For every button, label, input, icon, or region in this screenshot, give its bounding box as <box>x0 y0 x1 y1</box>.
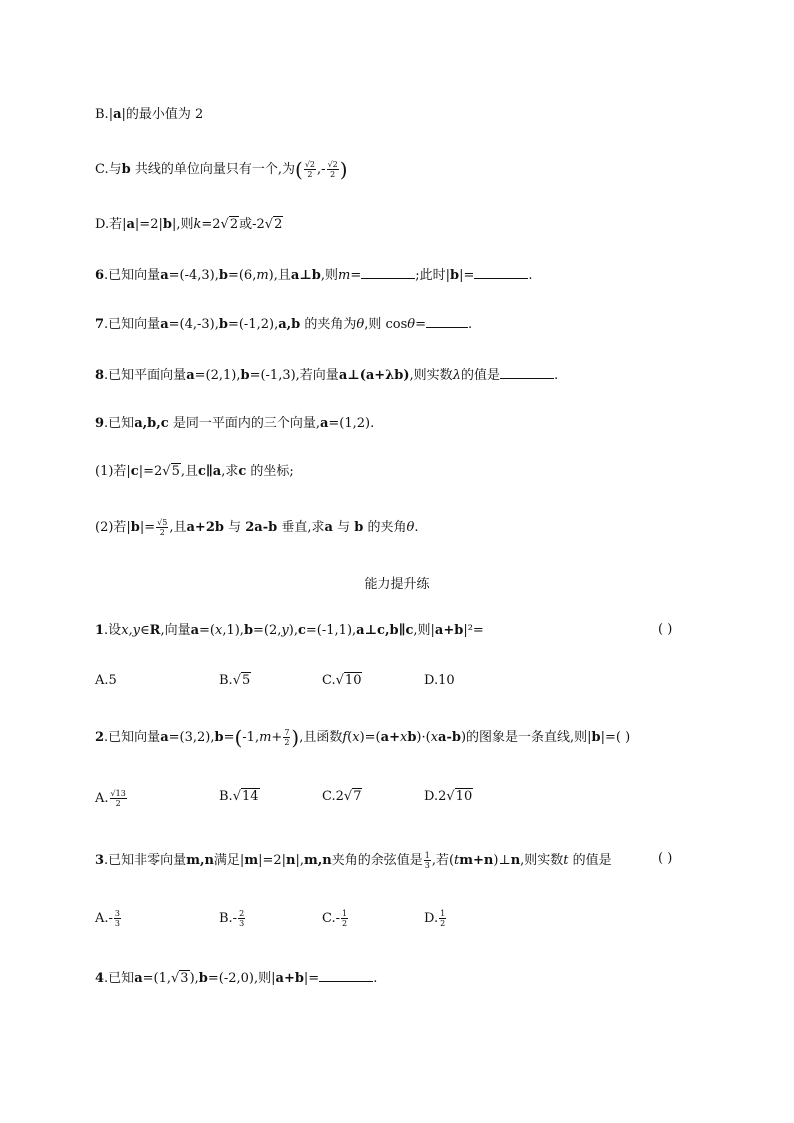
option-b[interactable]: B.√14 <box>219 789 259 804</box>
answer-blank[interactable] <box>474 266 528 279</box>
answer-blank[interactable] <box>500 366 554 379</box>
question-9-part-1: (1)若|c|=2√5,且c∥a,求c 的坐标; <box>95 464 294 479</box>
option-c-statement: C.与b 共线的单位向量只有一个,为( $\frac{√2}{2}$ ,- $\frac{√2}{2}$ ) <box>95 157 348 182</box>
option-d[interactable]: D. $\frac{1}{2}$ <box>424 909 446 928</box>
practice-question-3: 3.已知非零向量m,n满足|m|=2|n|,m,n夹角的余弦值是 $\frac{1}{3}$ ,若(tm+n)⊥n,则实数t 的值是 <box>95 851 612 870</box>
question-8: 8.已知平面向量a=(2,1),b=(-1,3),若向量a⊥(a+λb),则实数λ的值是 . <box>95 368 559 383</box>
option-d-statement: D.若|a|=2|b|,则k=2√2或-2√2 <box>95 217 283 232</box>
option-a[interactable]: A.- $\frac{3}{3}$ <box>95 909 121 928</box>
answer-blank[interactable] <box>426 315 468 328</box>
answer-blank[interactable] <box>361 266 415 279</box>
practice-question-1: 1.设x,y∈R,向量a=(x,1),b=(2,y),c=(-1,1),a⊥c,b∥c,则|a+b|²= <box>95 623 484 638</box>
answer-bracket[interactable]: ( ) <box>658 851 673 866</box>
option-b-statement: B.|a|的最小值为 2 <box>95 107 204 122</box>
option-a[interactable]: A.5 <box>95 673 117 688</box>
practice-question-4: 4.已知a=(1,√3),b=(-2,0),则|a+b|= . <box>95 971 378 986</box>
question-7: 7.已知向量a=(4,-3),b=(-1,2),a,b 的夹角为θ,则 cosθ= . <box>95 317 473 332</box>
question-9-part-2: (2)若|b|= $\frac{√5}{2}$ ,且a+2b 与 2a-b 垂直,求a 与 b 的夹角θ. <box>95 518 419 537</box>
practice-question-2: 2.已知向量a=(3,2),b=(-1,m+ $\frac{7}{2}$ ),且函数f(x)=(a+xb)·(xa-b)的图象是一条直线,则|b|=( ) <box>95 725 631 750</box>
answer-blank[interactable] <box>319 969 373 982</box>
option-d[interactable]: D.10 <box>424 673 455 688</box>
option-c[interactable]: C.2√7 <box>322 789 362 804</box>
option-d[interactable]: D.2√10 <box>424 789 473 804</box>
option-b[interactable]: B.- $\frac{2}{3}$ <box>219 909 245 928</box>
question-9: 9.已知a,b,c 是同一平面内的三个向量,a=(1,2). <box>95 416 375 431</box>
answer-bracket[interactable]: ( ) <box>658 622 673 637</box>
option-a[interactable]: A. $\frac{√13}{2}$ <box>95 789 126 808</box>
option-b[interactable]: B.√5 <box>219 673 251 688</box>
option-c[interactable]: C.√10 <box>322 673 362 688</box>
question-6: 6.已知向量a=(-4,3),b=(6,m),且a⊥b,则m= ;此时|b|= . <box>95 268 533 283</box>
option-c[interactable]: C.- $\frac{1}{2}$ <box>322 909 348 928</box>
section-title: 能力提升练 <box>364 577 430 592</box>
